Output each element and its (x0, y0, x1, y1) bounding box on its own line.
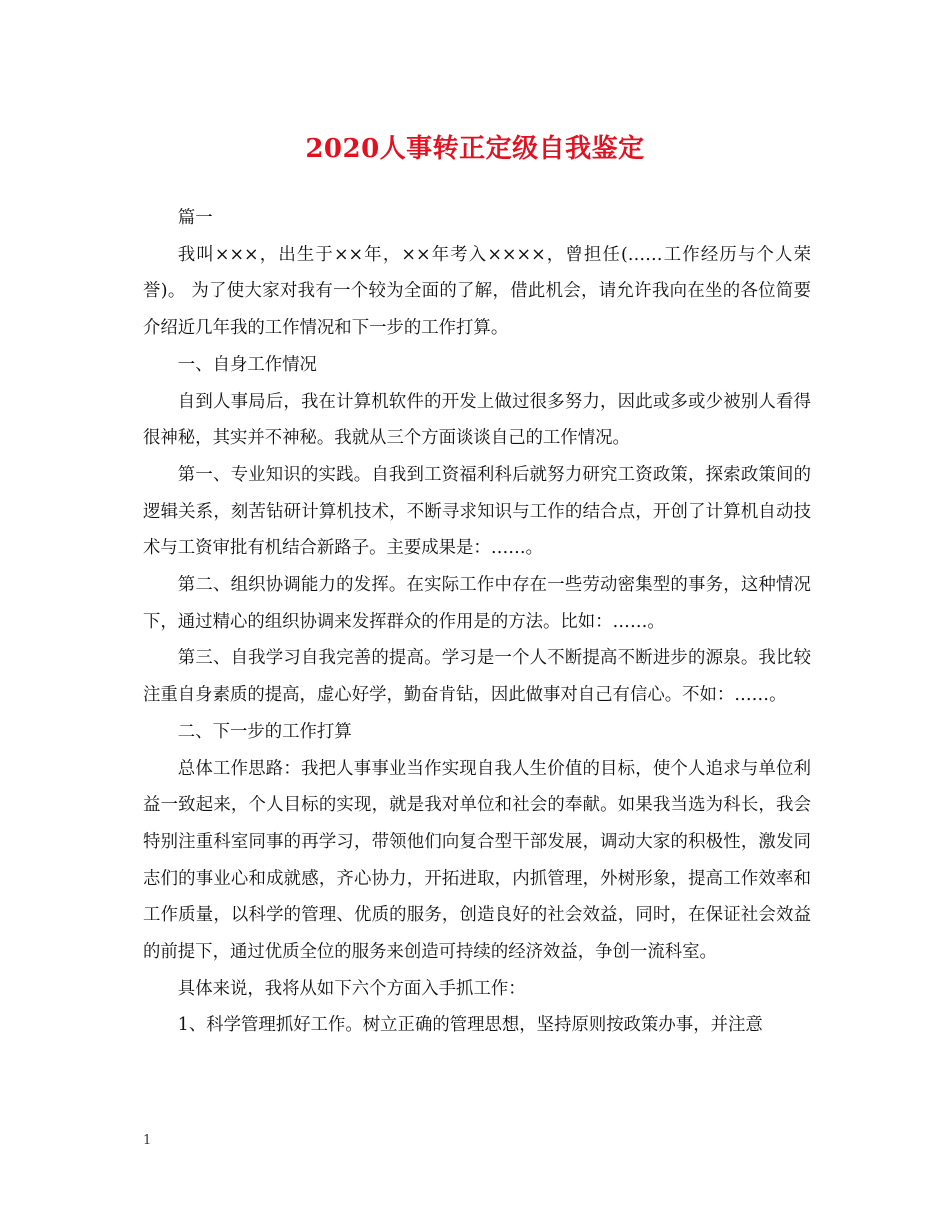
paragraph-scientific-management: 1、科学管理抓好工作。树立正确的管理思想，坚持原则按政策办事，并注意 (177, 1015, 763, 1036)
paragraph-six-aspects: 具体来说，我将从如下六个方面入手抓工作： (177, 978, 526, 999)
page-number: 1 (143, 1133, 152, 1148)
section-label-part-one: 篇一 (177, 208, 213, 228)
document-body (143, 200, 811, 1044)
heading-self-work: 一、自身工作情况 (177, 354, 317, 375)
document-title: 2020人事转正定级自我鉴定 (305, 134, 645, 164)
intro-paragraph: 我叫×××，出生于××年，××年考入××××，曾担任(……工作经历与个人荣誉)。 为了使大家对我有一个较为全面的了解，借此机会，请允许我向在坐的各位简要介绍近几年我的工作情况和下一步的工作打算。 (143, 244, 811, 339)
paragraph-professional-practice: 第一、专业知识的实践。自我到工资福利科后就努力研究工资政策，探索政策间的逻辑关系，刻苦钻研计算机技术，不断寻求知识与工作的结合点，开创了计算机自动技术与工资审批有机结合新路子。主要成果是：……。 (143, 464, 811, 559)
paragraph-coordination: 第二、组织协调能力的发挥。在实际工作中存在一些劳动密集型的事务，这种情况下，通过精心的组织协调来发挥群众的作用是的方法。比如：……。 (143, 575, 811, 632)
paragraph-self-learning: 第三、自我学习自我完善的提高。学习是一个人不断提高不断进步的源泉。我比较注重自身素质的提高，虚心好学，勤奋肯钻，因此做事对自己有信心。不如：……。 (143, 648, 811, 706)
heading-next-plan: 二、下一步的工作打算 (177, 721, 352, 742)
paragraph-overall-plan: 总体工作思路：我把人事事业当作实现自我人生价值的目标，使个人追求与单位利益一致起来，个人目标的实现，就是我对单位和社会的奉献。如果我当选为科长，我会特别注重科室同事的再学习，带领他们向复合型干部发展，调动大家的积极性，激发同志们的事业心和成就感，齐心协力，开拓进取，内抓管理，外树形象，提高工作效率和工作质量，以科学的管理、优质的服务，创造良好的社会效益，同时，在保证社会效益的前提下，通过优质全位的服务来创造可持续的经济效益，争创一流科室。 (143, 758, 811, 963)
paragraph-software-work: 自到人事局后，我在计算机软件的开发上做过很多努力，因此或多或少被别人看得很神秘，其实并不神秘。我就从三个方面谈谈自己的工作情况。 (143, 391, 811, 449)
